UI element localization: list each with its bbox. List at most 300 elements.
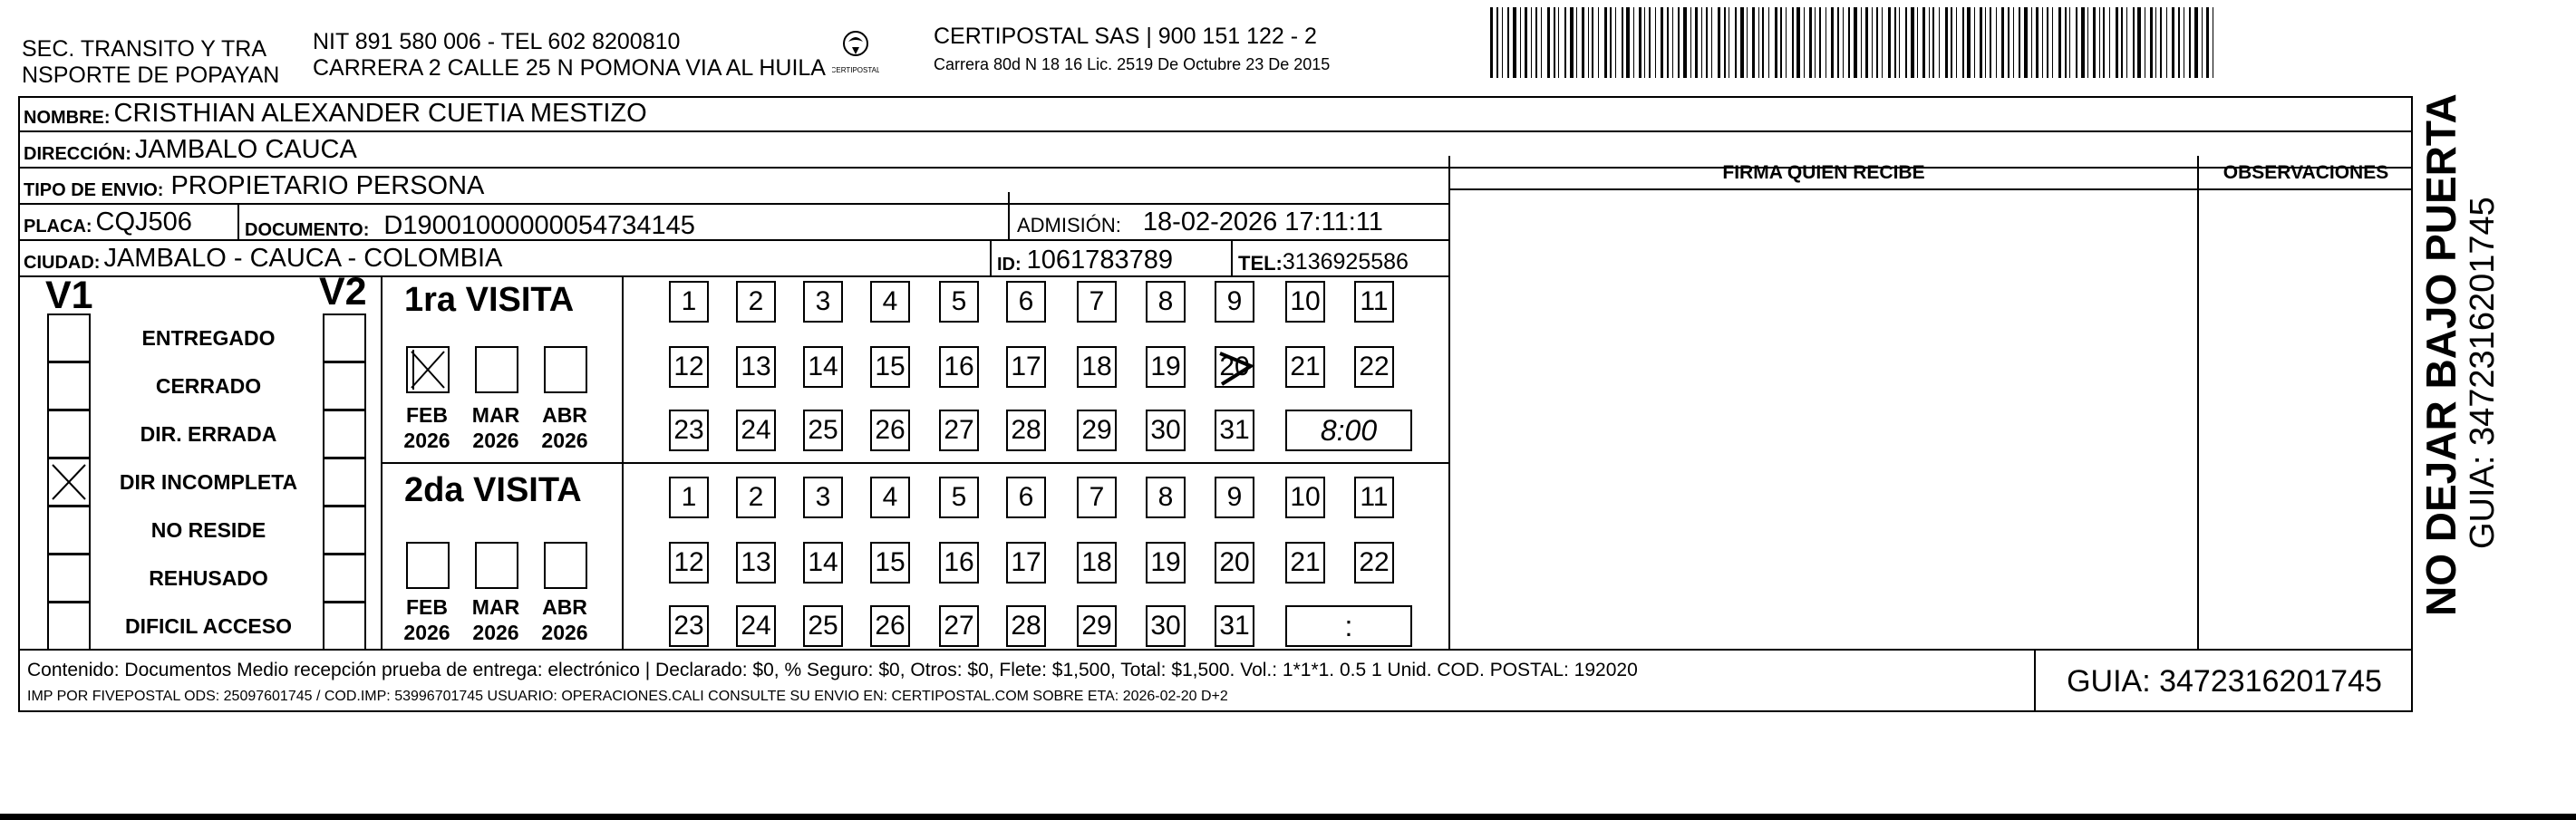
visit1-day-box[interactable] (1077, 281, 1117, 323)
company-block (934, 24, 1330, 74)
barcode-bar (1985, 7, 1986, 78)
v2-checkbox[interactable] (323, 314, 366, 362)
visit2-day-box[interactable] (939, 542, 979, 584)
day-number: 9 (1226, 286, 1243, 316)
barcode-bar (1872, 7, 1873, 78)
barcode-bar (1854, 7, 1857, 78)
day-number: 7 (1089, 286, 1105, 316)
barcode-bar (2178, 7, 2180, 78)
barcode-bar (1564, 7, 1566, 78)
direccion-value: JAMBALO CAUCA (134, 135, 357, 164)
sender-block (22, 36, 279, 89)
barcode-bar (2172, 7, 2174, 78)
visit-divider (383, 462, 1448, 464)
visit2-day-box[interactable] (870, 477, 910, 518)
visit2-month-checkbox[interactable] (406, 542, 450, 589)
barcode-bar (2206, 7, 2209, 78)
barcode-bar (1576, 7, 1577, 78)
barcode-bar (1848, 7, 1850, 78)
tipo-value: PROPIETARIO PERSONA (170, 171, 485, 200)
company-line: CERTIPOSTAL SAS | 900 151 122 - 2 (934, 24, 1317, 49)
status-label: DIR INCOMPLETA (119, 470, 298, 494)
visit1-day-box[interactable] (1215, 410, 1254, 451)
barcode-bar (2036, 7, 2039, 78)
v2-label: V2 (319, 270, 367, 314)
status-label: CERRADO (155, 374, 262, 398)
barcode-bar (1932, 7, 1934, 78)
barcode-bar (2019, 7, 2020, 78)
barcode-bar (1780, 7, 1782, 78)
barcode-bar (1819, 7, 1821, 78)
day-number: 1 (681, 286, 697, 316)
day-number: 15 (875, 352, 905, 381)
bottom-border (0, 814, 2576, 820)
visit2-day-box[interactable] (939, 477, 979, 518)
v1-checkbox[interactable] (47, 554, 91, 603)
barcode-bar (1894, 7, 1896, 78)
barcode-bar (1768, 7, 1769, 78)
barcode-bar (2047, 7, 2048, 78)
day-number: 5 (951, 286, 967, 316)
visit1-month-label (395, 402, 459, 453)
barcode-bar (1747, 7, 1748, 78)
v2-checkbox[interactable] (323, 362, 366, 410)
day-number: 18 (1081, 547, 1112, 577)
visit1-day-box[interactable] (1146, 281, 1186, 323)
barcode-bar (1558, 7, 1559, 78)
barcode-bar (1945, 7, 1948, 78)
barcode-bar (1876, 7, 1878, 78)
tel-divider (1231, 241, 1233, 277)
day-number: 10 (1290, 286, 1321, 316)
visit1-day-box[interactable] (1006, 346, 1046, 388)
v2-checkbox[interactable] (323, 602, 366, 651)
visit1-day-box[interactable] (1215, 281, 1254, 323)
barcode-bar (2024, 7, 2028, 78)
visit2-day-box[interactable] (870, 605, 910, 647)
visit2-day-box[interactable] (1354, 542, 1394, 584)
status-label: NO RESIDE (150, 518, 266, 542)
sender-line-1: SEC. TRANSITO Y TRA (22, 36, 266, 62)
barcode-bar (1598, 7, 1599, 78)
certipostal-logo (832, 27, 879, 78)
barcode-bar (1582, 7, 1584, 78)
day-number: 11 (1360, 482, 1389, 512)
status-label: ENTREGADO (141, 326, 276, 350)
barcode-bar (1649, 7, 1651, 78)
visit2-day-box[interactable] (870, 542, 910, 584)
barcode-bar (1644, 7, 1645, 78)
barcode-bar (2001, 7, 2004, 78)
day-number: 3 (815, 482, 831, 512)
day-number: 31 (1219, 611, 1250, 641)
barcode-bar (2058, 7, 2061, 78)
contenido-text: Contenido: Documentos Medio recepción prueba de entrega: electrónico | Declarado: $0, % Seguro: $0, Otros: $0, Flete: $1,500, Total: $1,500. Vol.: 1*1*1. 0.5 1 Unid. COD. POSTAL: 192020 (27, 660, 1638, 680)
visit1-month-checkbox[interactable] (544, 346, 587, 393)
visit2-month-checkbox[interactable] (475, 542, 518, 589)
visit1-day-box[interactable] (1215, 346, 1254, 388)
barcode-bar (1899, 7, 1900, 78)
day-number: 24 (741, 415, 771, 445)
documento-label: DOCUMENTO: (245, 220, 370, 240)
barcode-bar (1554, 7, 1555, 78)
v1-checkbox[interactable] (47, 410, 91, 458)
barcode-bar (1804, 7, 1805, 78)
barcode-bar (2069, 7, 2070, 78)
visit2-time-box[interactable] (1285, 605, 1412, 647)
barcode-bar (2155, 7, 2156, 78)
day-number: 19 (1150, 352, 1181, 381)
visit2-title: 2da VISITA (404, 471, 582, 509)
barcode-bar (1792, 7, 1794, 78)
day-number: 7 (1089, 482, 1105, 512)
time-value: : (1344, 609, 1353, 642)
barcode-bar (1980, 7, 1982, 78)
day-number: 8 (1157, 286, 1174, 316)
side-warning: NO DEJAR BAJO PUERTA (2417, 93, 2465, 616)
visit1-day-box[interactable] (736, 346, 776, 388)
day-number: 12 (673, 547, 704, 577)
company-sub: Carrera 80d N 18 16 Lic. 2519 De Octubre 23 De 2015 (934, 55, 1331, 73)
admision-divider (1008, 192, 1010, 241)
barcode-bar (1786, 7, 1787, 78)
day-number: 20 (1219, 352, 1250, 381)
day-number: 25 (808, 611, 838, 641)
visit1-day-box[interactable] (1146, 410, 1186, 451)
barcode-bar (1962, 7, 1964, 78)
visit2-day-box[interactable] (736, 605, 776, 647)
firma-left-border (1448, 156, 1450, 649)
barcode-bar (2076, 7, 2077, 78)
barcode-bar (1610, 7, 1612, 78)
guia-footer: GUIA: 3472316201745 (2067, 663, 2382, 699)
visit1-day-box[interactable] (1006, 410, 1046, 451)
visit1-time-box[interactable] (1285, 410, 1412, 451)
barcode-bar (1917, 7, 1918, 78)
id-label: ID: (997, 255, 1022, 275)
month-name: FEB (406, 403, 448, 427)
barcode-bar (1815, 7, 1816, 78)
firma-header-line (1450, 188, 2413, 190)
barcode-bar (1922, 7, 1925, 78)
visit1-day-box[interactable] (1354, 281, 1394, 323)
day-number: 29 (1081, 415, 1112, 445)
visit1-day-box[interactable] (1077, 410, 1117, 451)
v1-checkbox[interactable] (47, 458, 91, 506)
day-number: 2 (748, 286, 764, 316)
visit2-day-box[interactable] (1215, 477, 1254, 518)
day-number: 17 (1011, 547, 1041, 577)
visit1-day-box[interactable] (669, 410, 709, 451)
barcode-bar (1929, 7, 1930, 78)
v2-checkbox[interactable] (323, 506, 366, 555)
visit2-day-box[interactable] (1006, 477, 1046, 518)
day-number: 21 (1290, 547, 1321, 577)
visit2-day-box[interactable] (1354, 477, 1394, 518)
day-number: 18 (1081, 352, 1112, 381)
day-number: 26 (875, 611, 905, 641)
visit2-day-box[interactable] (1077, 477, 1117, 518)
day-number: 25 (808, 415, 838, 445)
barcode-bar (1520, 7, 1521, 78)
barcode-bar (2116, 7, 2118, 78)
barcode-bar (1865, 7, 1868, 78)
visit2-month-checkbox[interactable] (544, 542, 587, 589)
visit2-day-box[interactable] (1006, 542, 1046, 584)
visit2-day-box[interactable] (803, 477, 843, 518)
barcode (1490, 7, 2224, 78)
barcode-bar (1615, 7, 1616, 78)
visit1-day-box[interactable] (803, 346, 843, 388)
sender-line-2: NSPORTE DE POPAYAN (22, 63, 280, 88)
barcode-bar (2109, 7, 2110, 78)
visit2-day-box[interactable] (803, 605, 843, 647)
visit1-day-box[interactable] (939, 281, 979, 323)
barcode-bar (1490, 7, 1493, 78)
visit1-day-box[interactable] (1285, 346, 1325, 388)
day-number: 11 (1360, 286, 1389, 316)
time-value: 8:00 (1320, 413, 1378, 447)
barcode-bar (1718, 7, 1720, 78)
barcode-bar (1775, 7, 1777, 78)
visit1-day-box[interactable] (939, 346, 979, 388)
visit2-day-box[interactable] (1146, 477, 1186, 518)
barcode-bar (1990, 7, 1991, 78)
day-number: 23 (673, 611, 704, 641)
barcode-bar (1796, 7, 1800, 78)
visit2-month-label (464, 594, 528, 645)
visit2-day-box[interactable] (1146, 542, 1186, 584)
day-number: 24 (741, 611, 771, 641)
visit2-day-box[interactable] (669, 542, 709, 584)
firma-label: FIRMA QUIEN RECIBE (1722, 162, 1925, 183)
ciudad-label: CIUDAD: (24, 253, 101, 273)
day-number: 31 (1219, 415, 1250, 445)
barcode-bar (2103, 7, 2105, 78)
tel-label: TEL: (1238, 252, 1283, 275)
visit1-day-box[interactable] (870, 410, 910, 451)
visit2-day-box[interactable] (669, 605, 709, 647)
visit1-title: 1ra VISITA (404, 281, 575, 319)
barcode-bar (1661, 7, 1663, 78)
barcode-bar (2052, 7, 2053, 78)
barcode-bar (1740, 7, 1744, 78)
v2-checkbox[interactable] (323, 458, 366, 506)
v2-checkbox[interactable] (323, 410, 366, 458)
barcode-bar (1507, 7, 1509, 78)
ciudad-row (18, 241, 1450, 277)
barcode-bar (1622, 7, 1623, 78)
barcode-bar (2042, 7, 2043, 78)
visit2-day-box[interactable] (1146, 605, 1186, 647)
visit2-day-box[interactable] (1077, 605, 1117, 647)
barcode-bar (1758, 7, 1759, 78)
visit1-day-box[interactable] (1285, 281, 1325, 323)
visit1-month-checkbox[interactable] (406, 346, 450, 393)
barcode-bar (2160, 7, 2162, 78)
barcode-bar (1706, 7, 1708, 78)
visit2-day-box[interactable] (1215, 542, 1254, 584)
barcode-bar (1831, 7, 1834, 78)
nit-line: NIT 891 580 006 - TEL 602 8200810 (313, 29, 681, 54)
day-number: 1 (681, 482, 697, 512)
visit1-day-box[interactable] (1146, 346, 1186, 388)
day-number: 4 (882, 482, 898, 512)
tel-value: 3136925586 (1282, 249, 1409, 275)
v2-checkbox[interactable] (323, 554, 366, 603)
admision-field (1017, 192, 1383, 239)
barcode-bar (1752, 7, 1755, 78)
barcode-bar (1861, 7, 1862, 78)
visit1-month-label (464, 402, 528, 453)
barcode-bar (1711, 7, 1712, 78)
barcode-bar (1825, 7, 1826, 78)
direccion-label: DIRECCIÓN: (24, 144, 131, 164)
barcode-bar (1588, 7, 1589, 78)
barcode-bar (2189, 7, 2191, 78)
barcode-bar (1695, 7, 1698, 78)
day-number: 17 (1011, 352, 1041, 381)
day-number: 14 (808, 352, 838, 381)
visit1-day-box[interactable] (736, 410, 776, 451)
day-number: 21 (1290, 352, 1321, 381)
visit1-day-box[interactable] (1006, 281, 1046, 323)
day-number: 16 (944, 547, 974, 577)
visit1-day-box[interactable] (870, 346, 910, 388)
barcode-bar (2093, 7, 2096, 78)
barcode-bar (1762, 7, 1764, 78)
day-number: 2 (748, 482, 764, 512)
day-number: 6 (1018, 286, 1034, 316)
visit1-day-box[interactable] (1354, 346, 1394, 388)
barcode-bar (2126, 7, 2127, 78)
barcode-bar (2121, 7, 2123, 78)
visit1-day-box[interactable] (803, 281, 843, 323)
day-number: 4 (882, 286, 898, 316)
visit1-day-box[interactable] (669, 281, 709, 323)
barcode-bar (1672, 7, 1673, 78)
barcode-bar (2133, 7, 2135, 78)
barcode-bar (1735, 7, 1737, 78)
barcode-bar (1905, 7, 1907, 78)
barcode-bar (1678, 7, 1680, 78)
day-number: 12 (673, 352, 704, 381)
observaciones-label: OBSERVACIONES (2223, 162, 2389, 183)
month-name: ABR (542, 595, 587, 619)
nombre-label: NOMBRE: (24, 108, 111, 128)
visit1-day-box[interactable] (736, 281, 776, 323)
visit2-month-label (533, 594, 596, 645)
month-year: 2026 (403, 621, 450, 644)
day-number: 10 (1290, 482, 1321, 512)
day-number: 13 (741, 352, 771, 381)
day-number: 22 (1359, 352, 1390, 381)
day-number: 15 (875, 547, 905, 577)
day-number: 14 (808, 547, 838, 577)
day-number: 27 (944, 415, 974, 445)
visit2-day-box[interactable] (669, 477, 709, 518)
visit2-day-box[interactable] (1285, 477, 1325, 518)
barcode-bar (1604, 7, 1607, 78)
imp-text: IMP POR FIVEPOSTAL ODS: 25097601745 / COD.IMP: 53996701745 USUARIO: OPERACIONES.CALI CONSULTE SU ENVIO EN: CERTIPOSTAL.COM SOBRE ETA: 2026-02-20 D+2 (27, 689, 1228, 704)
barcode-bar (1513, 7, 1516, 78)
barcode-bar (1655, 7, 1656, 78)
barcode-bar (1956, 7, 1957, 78)
visit1-day-box[interactable] (669, 346, 709, 388)
status-label: DIR. ERRADA (140, 422, 277, 446)
day-number: 29 (1081, 611, 1112, 641)
visit1-day-box[interactable] (1077, 346, 1117, 388)
barcode-bar (1633, 7, 1634, 78)
barcode-bar (1531, 7, 1532, 78)
barcode-bar (2202, 7, 2203, 78)
visit1-day-box[interactable] (803, 410, 843, 451)
documento-field (245, 205, 695, 243)
barcode-bar (1967, 7, 1971, 78)
day-number: 16 (944, 352, 974, 381)
barcode-bar (1939, 7, 1940, 78)
day-number: 28 (1011, 611, 1041, 641)
visit2-day-box[interactable] (1006, 605, 1046, 647)
barcode-bar (1626, 7, 1630, 78)
visit2-day-box[interactable] (736, 477, 776, 518)
visit2-month-label (395, 594, 459, 645)
barcode-bar (1667, 7, 1669, 78)
admision-value: 18-02-2026 17:11:11 (1142, 207, 1383, 236)
day-number: 3 (815, 286, 831, 316)
ciudad-value: JAMBALO - CAUCA - COLOMBIA (103, 244, 503, 273)
barcode-bar (1724, 7, 1726, 78)
month-name: MAR (471, 595, 520, 619)
side-text-block (2417, 93, 2502, 616)
id-divider (990, 241, 992, 277)
barcode-bar (2087, 7, 2088, 78)
tipo-label: TIPO DE ENVIO: (24, 180, 164, 200)
v1-checkbox[interactable] (47, 602, 91, 651)
admision-label: ADMISIÓN: (1017, 214, 1121, 236)
barcode-bar (1639, 7, 1641, 78)
id-field (997, 241, 1173, 277)
visit2-day-box[interactable] (736, 542, 776, 584)
day-number: 20 (1219, 547, 1250, 577)
barcode-bar (1570, 7, 1574, 78)
visit1-month-checkbox[interactable] (475, 346, 518, 393)
visit2-day-box[interactable] (1285, 542, 1325, 584)
visit2-day-box[interactable] (803, 542, 843, 584)
obs-left-border (2197, 156, 2199, 649)
visit2-day-box[interactable] (1077, 542, 1117, 584)
v1-checkbox[interactable] (47, 506, 91, 555)
day-number: 23 (673, 415, 704, 445)
v1-checkbox[interactable] (47, 314, 91, 362)
barcode-bar (2008, 7, 2009, 78)
side-guia: GUIA: 3472316201745 (2464, 197, 2502, 549)
visit1-day-box[interactable] (870, 281, 910, 323)
visit2-day-box[interactable] (1215, 605, 1254, 647)
barcode-bar (2099, 7, 2100, 78)
tel-field (1238, 241, 1409, 277)
visit1-day-box[interactable] (939, 410, 979, 451)
barcode-bar (2150, 7, 2153, 78)
v1-checkbox[interactable] (47, 362, 91, 410)
barcode-bar (2194, 7, 2198, 78)
svg-text:CERTIPOSTAL: CERTIPOSTAL (832, 66, 879, 74)
day-number: 27 (944, 611, 974, 641)
nit-block (313, 29, 826, 82)
visit2-day-box[interactable] (939, 605, 979, 647)
barcode-bar (1535, 7, 1537, 78)
v1-label: V1 (45, 274, 93, 317)
